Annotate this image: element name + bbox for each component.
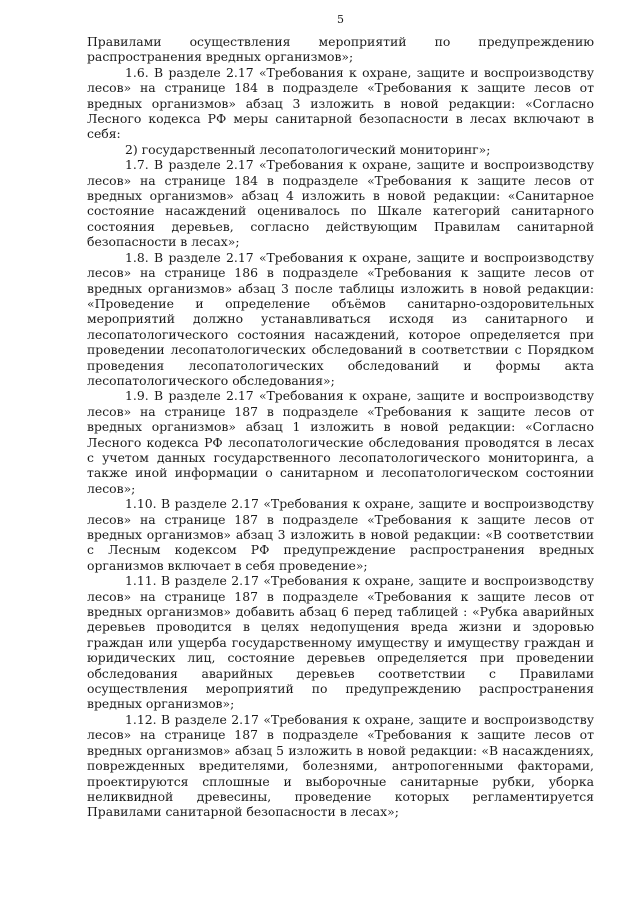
paragraph-1-9: 1.9. В разделе 2.17 «Требования к охране, защите и воспроизводству лесов» на странице 187 в подразделе «Требования к защите лесов от вредных организмов» абзац 1 изложить в новой редакции: «Согласно Лесного кодекса РФ лесопатологические обследования проводятся в лесах с учетом данных государственного лесопатологического мониторинга, а также иной информации о санитарном и лесопатологическом состоянии лесов»; (87, 388, 594, 496)
paragraph-1-11: 1.11. В разделе 2.17 «Требования к охране, защите и воспроизводству лесов» на странице 187 в подразделе «Требования к защите лесов от вредных организмов» добавить абзац 6 перед таблицей : «Рубка аварийных деревьев проводится в целях недопущения вреда жизни и здоровью граждан или ущерба государственному имуществу и имуществу граждан и юридических лиц, состояние деревьев определяется при проведении обследования аварийных деревьев соответствии с Правилами осуществления мероприятий по предупреждению распространения вредных организмов»; (87, 573, 594, 712)
paragraph-1-12: 1.12. В разделе 2.17 «Требования к охране, защите и воспроизводству лесов» на странице 187 в подразделе «Требования к защите лесов от вредных организмов» абзац 5 изложить в новой редакции: «В насаждениях, поврежденных вредителями, болезнями, антропогенными факторами, проектируются сплошные и выборочные санитарные рубки, уборка неликвидной древесины, проведение которых регламентируется Правилами санитарной безопасности в лесах»; (87, 711, 594, 820)
page-number: 5 (337, 13, 344, 26)
paragraph-continuation: Правилами осуществления мероприятий по предупреждению распространения вредных организмов»; (87, 34, 594, 65)
paragraph-item-2: 2) государственный лесопатологический мониторинг»; (125, 141, 491, 157)
paragraph-1-6: 1.6. В разделе 2.17 «Требования к охране, защите и воспроизводству лесов» на странице 184 в подразделе «Требования к защите лесов от вредных организмов» абзац 3 изложить в новой редакции: «Согласно Лесного кодекса РФ меры санитарной безопасности в лесах включают в себя: (87, 64, 594, 142)
paragraph-1-7: 1.7. В разделе 2.17 «Требования к охране, защите и воспроизводству лесов» на странице 184 в подразделе «Требования к защите лесов от вредных организмов» абзац 4 изложить в новой редакции: «Санитарное состояние насаждений оценивалось по Шкале категорий санитарного состояния деревьев, согласно действующим Правилам санитарной безопасности в лесах»; (87, 157, 594, 250)
paragraph-1-8: 1.8. В разделе 2.17 «Требования к охране, защите и воспроизводству лесов» на странице 186 в подразделе «Требования к защите лесов от вредных организмов» абзац 3 после таблицы изложить в новой редакции: «Проведение и определение объёмов санитарно-оздоровительных мероприятий должно устанавливаться исходя из санитарного и лесопатологического состояния насаждений, которое определяется при проведении лесопатологических обследований в соответствии с Порядком проведения лесопатологических обследований и формы акта лесопатологического обследования»; (87, 249, 594, 388)
paragraph-1-10: 1.10. В разделе 2.17 «Требования к охране, защите и воспроизводству лесов» на странице 187 в подразделе «Требования к защите лесов от вредных организмов» абзац 3 изложить в новой редакции: «В соответствии с Лесным кодексом РФ предупреждение распространения вредных организмов включает в себя проведение»; (87, 496, 594, 573)
